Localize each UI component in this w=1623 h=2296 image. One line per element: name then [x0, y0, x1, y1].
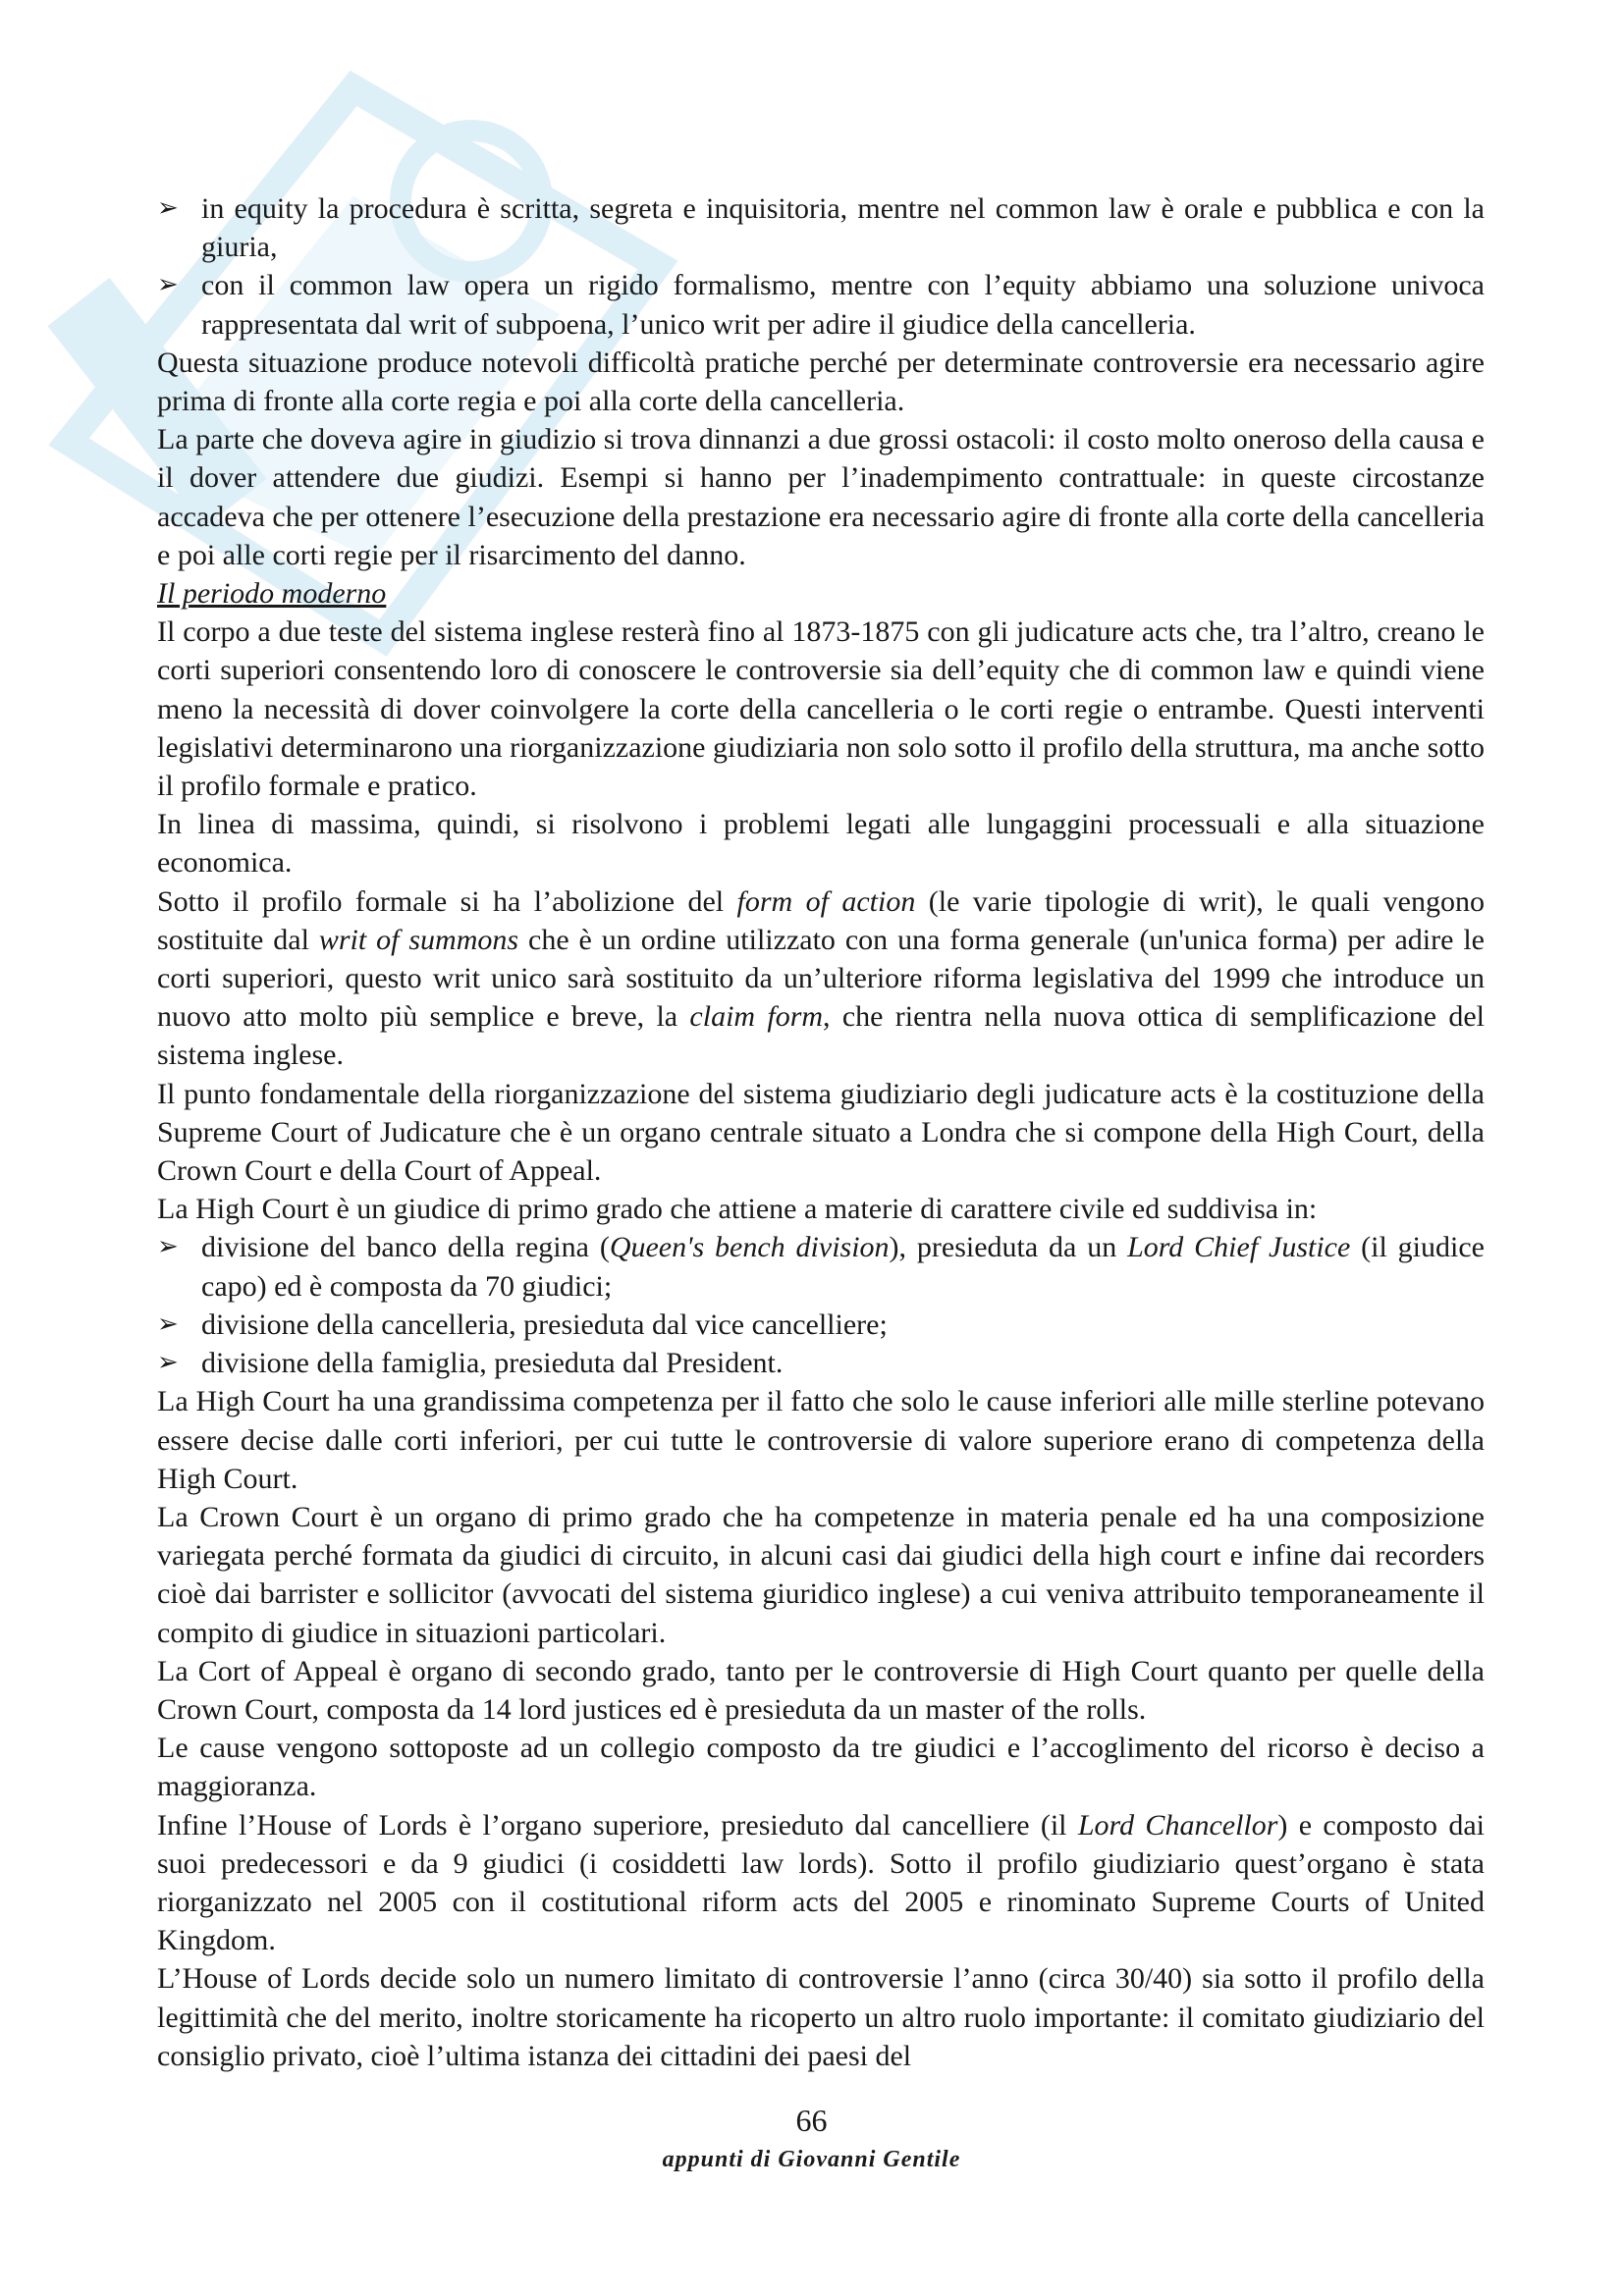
arrow-bullet-icon: ➢	[157, 1308, 179, 1339]
paragraph	[157, 882, 1485, 1075]
section-heading: Il periodo moderno	[157, 577, 387, 611]
arrow-bullet-icon: ➢	[157, 1232, 179, 1262]
text-run: divisione del banco della regina (	[201, 1231, 610, 1264]
footer-signature: appunti di Giovanni Gentile	[662, 2147, 961, 2172]
paragraph: Il corpo a due teste del sistema inglese resterà fino al 1873-1875 con gli judicature acts che, tra l’altro, creano le corti superiori consentendo loro di conoscere le controversie sia dell’equity che di common law e quindi viene meno la necessità di dover coinvolgere la corte della cancelleria o le corti regie o entrambe. Questi interventi legislativi determinarono una riorganizzazione giudiziaria non solo sotto il profilo della struttura, ma anche sotto il profilo formale e pratico.	[157, 615, 1485, 803]
text-run: che è un ordine utilizzato con una forma generale (un'unica forma) per adire le corti superiori, questo writ unico sarà sostituito da un’ulteriore riforma legislativa del 1999 che introduce un nuovo atto molto più semplice e breve, la	[157, 923, 1485, 1034]
bullet-text: divisione della famiglia, presieduta dal President.	[201, 1347, 784, 1380]
text-run: Infine l’House of Lords è l’organo superiore, presieduto dal cancelliere (il	[157, 1808, 1078, 1842]
text-run: (le varie tipologie di writ), le quali vengono sostituite dal	[157, 884, 1485, 956]
arrow-bullet-icon: ➢	[157, 1348, 179, 1378]
paragraph: La parte che doveva agire in giudizio si trova dinnanzi a due grossi ostacoli: il costo molto oneroso della causa e il dover attendere due giudizi. Esempi si hanno per l’inadempimento contrattuale: in queste circostanze accadeva che per ottenere l’esecuzione della prestazione era necessario agire di fronte alla corte della cancelleria e poi alle corti regie per il risarcimento del danno.	[157, 423, 1485, 571]
paragraph: La Cort of Appeal è organo di secondo grado, tanto per le controversie di High Court quanto per quelle della Crown Court, composta da 14 lord justices ed è presieduta da un master of the rolls.	[157, 1654, 1485, 1726]
paragraph	[157, 1806, 1485, 1960]
text-run: Sotto il profilo formale si ha l’abolizione del	[157, 884, 737, 918]
paragraph: L’House of Lords decide solo un numero limitato di controversie l’anno (circa 30/40) sia sotto il profilo della legittimità che del merito, inoltre storicamente ha ricoperto un altro ruolo importante: il comitato giudiziario del consiglio privato, cioè l’ultima istanza dei cittadini dei paesi del	[157, 1962, 1485, 2072]
paragraph: La Crown Court è un organo di primo grado che ha competenze in materia penale ed ha una composizione variegata perché formata da giudici di circuito, in alcuni casi dai giudici della high court e infine dai recorders cioè dai barrister e sollicitor (avvocati del sistema giuridico inglese) a cui veniva attribuito temporaneamente il compito di giudice in situazioni particolari.	[157, 1500, 1485, 1649]
bullet-item	[157, 189, 1485, 266]
italic-term: form of action	[736, 884, 916, 918]
bullet-item	[157, 1306, 1485, 1344]
bullet-text: divisione della cancelleria, presieduta dal vice cancelliere;	[201, 1308, 888, 1341]
paragraph: La High Court è un giudice di primo grado che attiene a materie di carattere civile ed suddivisa in:	[157, 1193, 1318, 1226]
paragraph: La High Court ha una grandissima competenza per il fatto che solo le cause inferiori alle mille sterline potevano essere decise dalle corti inferiori, per cui tutte le controversie di valore superiore erano di competenza della High Court.	[157, 1385, 1485, 1495]
text-run: ), presieduta da un	[889, 1231, 1128, 1264]
italic-term: claim form	[689, 1000, 824, 1034]
italic-term: writ of summons	[318, 923, 519, 956]
italic-term: Lord Chief Justice	[1127, 1231, 1351, 1264]
page-number: 66	[795, 2103, 828, 2138]
italic-term: Queen's bench division	[609, 1231, 890, 1264]
document-body	[157, 189, 1485, 2075]
arrow-bullet-icon: ➢	[157, 193, 179, 223]
bullet-text: con il common law opera un rigido formalismo, mentre con l’equity abbiamo una soluzione univoca rappresentata dal writ of subpoena, l’unico writ per adire il giudice della cancelleria.	[201, 269, 1485, 341]
text-run: , che rientra nella nuova ottica di semplificazione del sistema inglese.	[157, 1000, 1485, 1072]
text-run: (il giudice capo) ed è composta da 70 giudici;	[201, 1231, 1485, 1303]
bullet-item	[157, 1228, 1485, 1305]
paragraph: Il punto fondamentale della riorganizzazione del sistema giudiziario degli judicature acts è la costituzione della Supreme Court of Judicature che è un organo centrale situato a Londra che si compone della High Court, della Crown Court e della Court of Appeal.	[157, 1077, 1485, 1188]
paragraph: Questa situazione produce notevoli difficoltà pratiche perché per determinate controversie era necessario agire prima di fronte alla corte regia e poi alla corte della cancelleria.	[157, 346, 1485, 418]
bullet-item	[157, 1344, 1485, 1382]
bullet-item	[157, 266, 1485, 343]
text-run: ) e composto dai suoi predecessori e da 9 giudici (i cosiddetti law lords). Sotto il profilo giudiziario quest’organo è stata riorganizzato nel 2005 con il costitutional riform acts del 2005 e rinominato Supreme Courts of United Kingdom.	[157, 1808, 1486, 1957]
bullet-text	[201, 1231, 1485, 1302]
bullet-text: in equity la procedura è scritta, segreta e inquisitoria, mentre nel common law è orale e pubblica e con la giuria,	[201, 192, 1485, 264]
arrow-bullet-icon: ➢	[157, 270, 179, 300]
italic-term: Lord Chancellor	[1077, 1808, 1278, 1842]
paragraph: Le cause vengono sottoposte ad un collegio composto da tre giudici e l’accoglimento del ricorso è deciso a maggioranza.	[157, 1732, 1485, 1803]
paragraph: In linea di massima, quindi, si risolvono i problemi legati alle lungaggini processuali e alla situazione economica.	[157, 808, 1485, 880]
